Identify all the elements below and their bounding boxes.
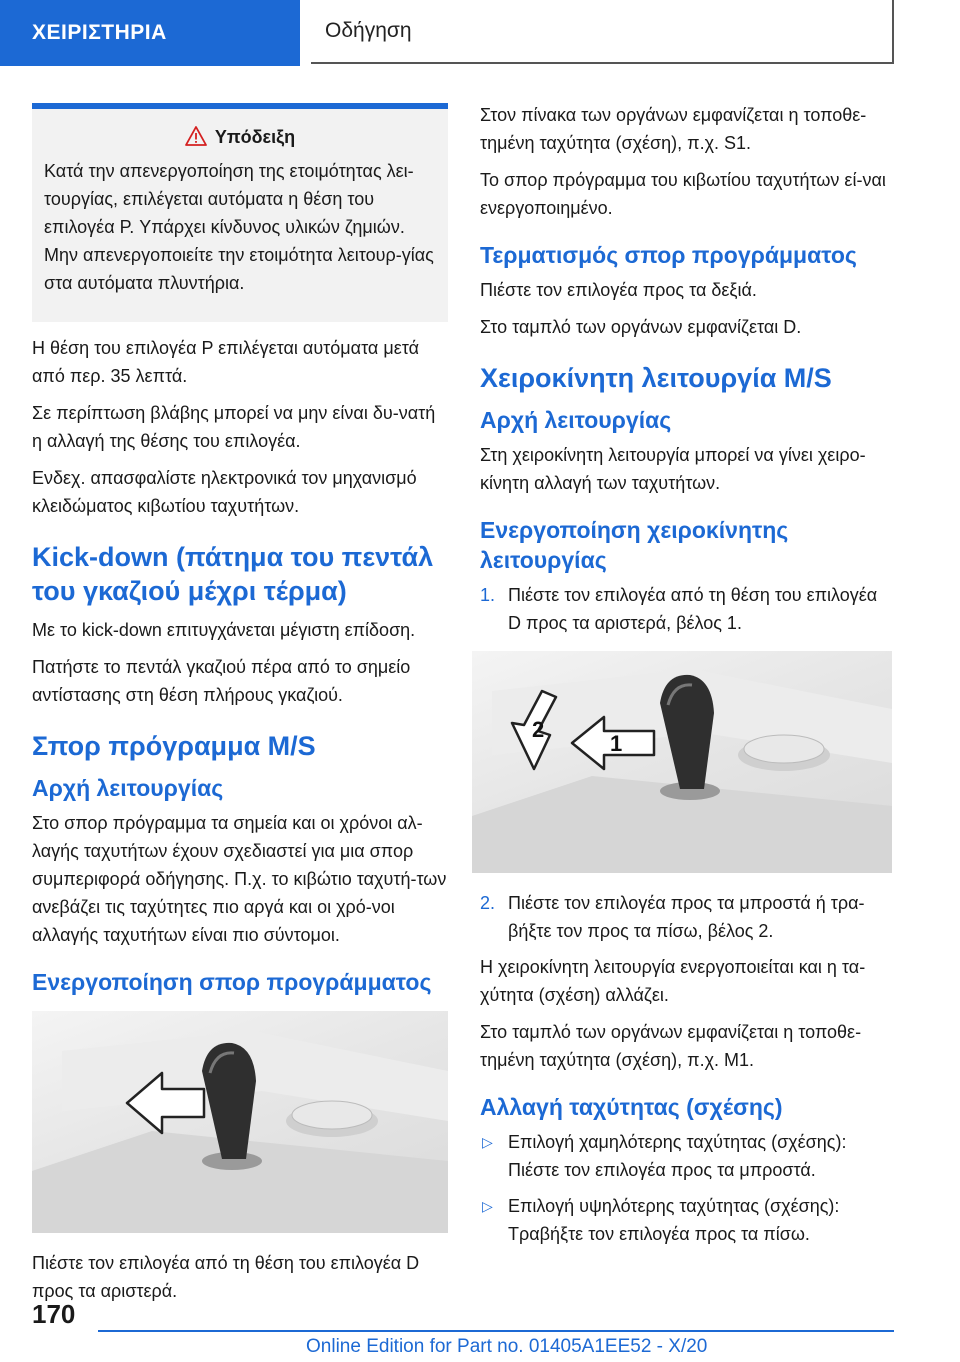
right-column	[480, 101, 892, 1256]
paragraph: Στο σπορ πρόγραμμα τα σημεία και οι χρόνοι αλ-λαγής ταχυτήτων έχουν σχεδιαστεί για μια σπορ συμπεριφορά οδήγησης. Π.χ. το κιβώτιο ταχυτή-των ανεβάζει τις ταχύτητες πιο αργά και οι χρό-νοι αλλαγής ταχυτήτων είναι πιο σύντομοι.	[32, 813, 447, 945]
list-item	[480, 889, 892, 945]
note-text: Κατά την απενεργοποίηση της ετοιμότητας λει-τουργίας, επιλέγεται αυτόματα η θέση του επιλογέα P. Υπάρχει κίνδυνος υλικών ζημιών. Μην απενεργοποιείτε την ετοιμότητα λειτουρ-γίας στα αυτόματα πλυντήρια.	[44, 161, 434, 293]
gear-selector-illustration	[472, 651, 892, 873]
gear-change-heading: Αλλαγή ταχύτητας (σχέσης)	[480, 1094, 783, 1120]
steps-list	[480, 889, 892, 945]
paragraph: Στη χειροκίνητη λειτουργία μπορεί να γίνει χειρο-κίνητη αλλαγή των ταχυτήτων.	[480, 445, 866, 493]
bullet-list	[480, 1128, 892, 1248]
manual-principle-heading: Αρχή λειτουργίας	[480, 407, 672, 433]
paragraph: Στο ταμπλό των οργάνων εμφανίζεται D.	[480, 317, 802, 337]
paragraph: Η θέση του επιλογέα P επιλέγεται αυτόματα μετά από περ. 35 λεπτά.	[32, 338, 419, 386]
paragraph: Ενδεχ. απασφαλίστε ηλεκτρονικά τον μηχανισμό κλειδώματος κιβωτίου ταχυτήτων.	[32, 468, 417, 516]
paragraph: Η χειροκίνητη λειτουργία ενεργοποιείται και η τα-χύτητα (σχέση) αλλάζει.	[480, 957, 866, 1005]
note-box	[32, 103, 448, 322]
left-column	[32, 103, 448, 1314]
figure-caption: Πιέστε τον επιλογέα από τη θέση του επιλογέα D προς τα αριστερά.	[32, 1253, 420, 1301]
footer-edition: Online Edition for Part no. 01405A1EE52 - X/20	[306, 1336, 708, 1357]
paragraph: Πιέστε τον επιλογέα προς τα δεξιά.	[480, 280, 757, 300]
step-number: 2.	[480, 893, 496, 913]
list-item	[480, 581, 892, 637]
step-text: Πιέστε τον επιλογέα προς τα μπροστά ή τρα-βήξτε τον προς τα πίσω, βέλος 2.	[508, 893, 865, 941]
list-item	[480, 1192, 892, 1248]
bullet-text: Επιλογή χαμηλότερης ταχύτητας (σχέσης): Πιέστε τον επιλογέα προς τα μπροστά.	[508, 1132, 847, 1180]
paragraph: Το σπορ πρόγραμμα του κιβωτίου ταχυτήτων εί-ναι ενεργοποιημένο.	[480, 170, 886, 218]
step-text: Πιέστε τον επιλογέα από τη θέση του επιλογέα D προς τα αριστερά, βέλος 1.	[508, 585, 878, 633]
paragraph: Πατήστε το πεντάλ γκαζιού πέρα από το σημείο αντίστασης στη θέση πλήρους γκαζιού.	[32, 657, 411, 705]
sport-end-heading: Τερματισμός σπορ προγράμματος	[480, 242, 857, 268]
sport-principle-heading: Αρχή λειτουργίας	[32, 775, 224, 801]
gear-selector-illustration	[32, 1011, 448, 1233]
chapter-title: Οδήγηση	[311, 0, 894, 64]
page-number: 170	[32, 1299, 76, 1329]
triangle-right-icon: ▷	[482, 1134, 493, 1150]
arrow-2-label: 2	[532, 717, 545, 742]
step-number: 1.	[480, 585, 496, 605]
triangle-right-icon: ▷	[482, 1198, 493, 1214]
paragraph: Με το kick-down επιτυγχάνεται μέγιστη επίδοση.	[32, 620, 416, 640]
section-tab: ΧΕΙΡΙΣΤΗΡΙΑ	[0, 0, 300, 66]
gear-selector-figure-left	[32, 1011, 448, 1233]
paragraph: Στο ταμπλό των οργάνων εμφανίζεται η τοποθε-τημένη ταχύτητα (σχέση), π.χ. M1.	[480, 1022, 862, 1070]
manual-mode-heading: Χειροκίνητη λειτουργία M/S	[480, 363, 832, 393]
bullet-text: Επιλογή υψηλότερης ταχύτητας (σχέσης): Τραβήξτε τον επιλογέα προς τα πίσω.	[508, 1196, 840, 1244]
sport-activate-heading: Ενεργοποίηση σπορ προγράμματος	[32, 969, 432, 995]
sport-program-heading: Σπορ πρόγραμμα M/S	[32, 731, 316, 761]
note-title: Υπόδειξη	[214, 127, 296, 147]
arrow-1-label: 1	[610, 731, 623, 756]
gear-selector-figure-right	[472, 651, 892, 873]
list-item	[480, 1128, 892, 1184]
kickdown-heading: Kick-down (πάτημα του πεντάλ του γκαζιού μέχρι τέρμα)	[32, 542, 434, 606]
steps-list	[480, 581, 892, 637]
note-header	[44, 123, 436, 151]
paragraph: Στον πίνακα των οργάνων εμφανίζεται η τοποθε-τημένη ταχύτητα (σχέση), π.χ. S1.	[480, 105, 867, 153]
warning-triangle-icon	[185, 126, 207, 146]
footer-divider	[98, 1330, 894, 1332]
paragraph: Σε περίπτωση βλάβης μπορεί να μην είναι δυ-νατή η αλλαγή της θέσης του επιλογέα.	[32, 403, 436, 451]
manual-activate-heading: Ενεργοποίηση χειροκίνητης λειτουργίας	[480, 517, 789, 573]
